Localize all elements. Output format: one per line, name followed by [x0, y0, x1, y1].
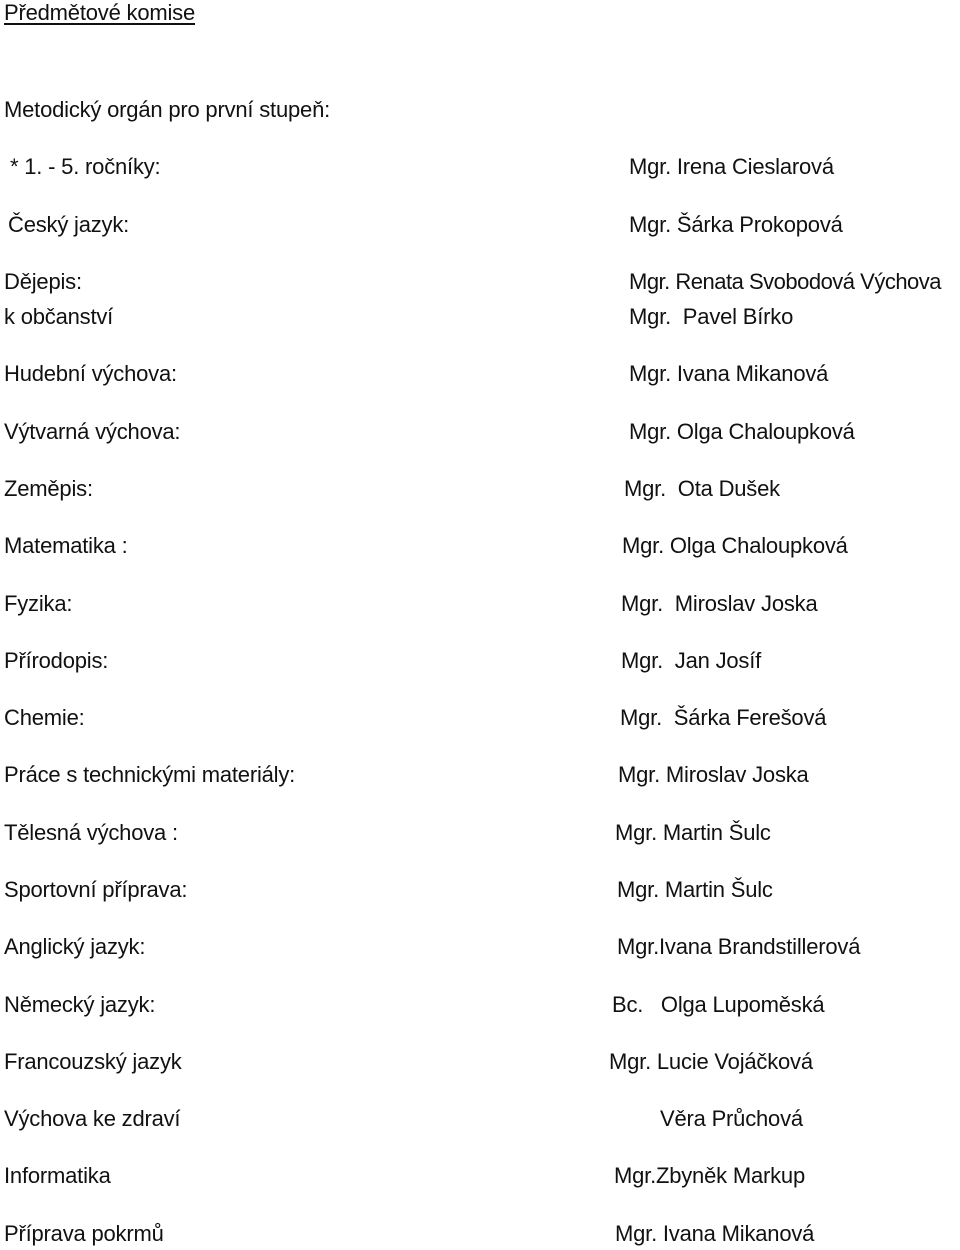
subject-label: Anglický jazyk:: [4, 934, 146, 959]
subject-label: Informatika: [4, 1163, 111, 1188]
teacher-name: Mgr. Olga Chaloupková: [629, 419, 855, 444]
teacher-name: Mgr. Irena Cieslarová: [629, 154, 834, 179]
teacher-name: Mgr. Renata Svobodová Výchova: [629, 269, 942, 294]
subject-label: Výtvarná výchova:: [4, 419, 181, 444]
page-title: Předmětové komise: [4, 0, 196, 25]
subject-label: Dějepis:: [4, 269, 82, 294]
subject-label: Výchova ke zdraví: [4, 1106, 181, 1131]
teacher-name: Mgr. Lucie Vojáčková: [609, 1049, 813, 1074]
subject-label: Příprava pokrmů: [4, 1221, 164, 1246]
teacher-name: Mgr.Zbyněk Markup: [614, 1163, 806, 1188]
subject-label: Matematika :: [4, 533, 128, 558]
teacher-name: Bc. Olga Lupoměská: [612, 992, 825, 1017]
subject-label: Přírodopis:: [4, 648, 109, 673]
teacher-name: Mgr. Jan Josíf: [621, 648, 762, 673]
teacher-name: Mgr. Šárka Prokopová: [629, 212, 843, 237]
subject-label: Francouzský jazyk: [4, 1049, 182, 1074]
teacher-name: Věra Průchová: [660, 1106, 803, 1131]
teacher-name: Mgr. Pavel Bírko: [629, 304, 794, 329]
subject-label: Tělesná výchova :: [4, 820, 178, 845]
teacher-name: Mgr. Ota Dušek: [624, 476, 780, 501]
subject-label: Fyzika:: [4, 591, 73, 616]
subject-label: Chemie:: [4, 705, 85, 730]
subject-label: Sportovní příprava:: [4, 877, 188, 902]
teacher-name: Mgr. Olga Chaloupková: [622, 533, 848, 558]
teacher-name: Mgr. Šárka Ferešová: [620, 705, 827, 730]
subject-label: Práce s technickými materiály:: [4, 762, 296, 787]
subject-label: Zeměpis:: [4, 476, 93, 501]
teacher-name: Mgr. Martin Šulc: [615, 820, 771, 845]
teacher-name: Mgr. Miroslav Joska: [621, 591, 818, 616]
intro-line: Metodický orgán pro první stupeň:: [4, 97, 331, 122]
teacher-name: Mgr.Ivana Brandstillerová: [617, 934, 861, 959]
subject-label: Český jazyk:: [8, 212, 130, 237]
teacher-name: Mgr. Miroslav Joska: [618, 762, 809, 787]
subject-label: Hudební výchova:: [4, 361, 177, 386]
subject-label: k občanství: [4, 304, 114, 329]
teacher-name: Mgr. Martin Šulc: [617, 877, 773, 902]
subject-label: Německý jazyk:: [4, 992, 156, 1017]
teacher-name: Mgr. Ivana Mikanová: [615, 1221, 815, 1246]
subject-label: * 1. - 5. ročníky:: [10, 154, 161, 179]
teacher-name: Mgr. Ivana Mikanová: [629, 361, 829, 386]
